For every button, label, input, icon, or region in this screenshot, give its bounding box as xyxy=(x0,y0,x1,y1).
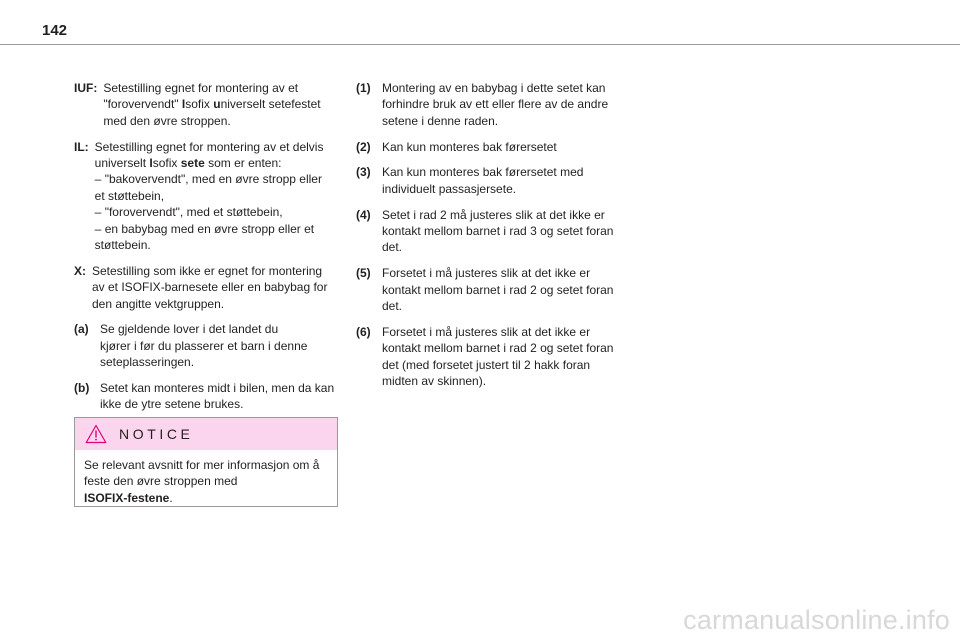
footnote-1 xyxy=(356,80,624,129)
footnote-text: Setet i rad 2 må justeres slik at det ikke er kontakt mellom barnet i rad 3 og setet foran det. xyxy=(382,207,614,255)
left-column xyxy=(74,80,344,422)
footnote-marker: (2) xyxy=(356,139,371,154)
footnote-text: Se gjeldende lover i det landet du kjører i før du plasserer et barn i denne seteplasseringen. xyxy=(100,322,308,370)
footnote-marker: (6) xyxy=(356,324,371,339)
footnote-4 xyxy=(356,207,624,256)
footnote-marker: (a) xyxy=(74,322,89,337)
footnote-text: Forsetet i må justeres slik at det ikke er kontakt mellom barnet i rad 2 og setet foran det. xyxy=(382,266,614,314)
page-number: 142 xyxy=(42,22,68,39)
term-label: X: xyxy=(74,263,86,278)
warning-triangle-icon xyxy=(85,424,107,444)
footnote-3 xyxy=(356,164,624,197)
footnote-marker: (3) xyxy=(356,165,371,180)
term-label: IUF: xyxy=(74,81,98,95)
right-column xyxy=(356,80,624,399)
definition-x xyxy=(74,263,344,312)
definition-il xyxy=(74,139,344,254)
footnote-text: Setet kan monteres midt i bilen, men da kan ikke de ytre setene brukes. xyxy=(100,381,335,412)
watermark-text: carmanualsonline.info xyxy=(683,605,950,635)
notice-box xyxy=(74,417,338,507)
footnote-6 xyxy=(356,324,624,390)
term-label: IL: xyxy=(74,139,89,154)
footnote-2 xyxy=(356,139,624,155)
notice-text: Se relevant avsnitt for mer informasjon om å feste den øvre stroppen med ISOFIX-festene. xyxy=(84,458,320,505)
footnote-text: Montering av en babybag i dette setet kan forhindre bruk av ett eller flere av de andre setene i denne raden. xyxy=(382,81,609,128)
term-description: Setestilling egnet for montering av et "forovervendt" Isofix universelt setefestet med den øvre stroppen. xyxy=(103,81,321,128)
footnote-b xyxy=(74,380,344,413)
header-rule xyxy=(0,44,960,45)
footnote-marker: (b) xyxy=(74,381,90,396)
footnote-a xyxy=(74,321,344,370)
definition-iuf xyxy=(74,80,344,129)
footnote-marker: (1) xyxy=(356,81,371,95)
footnote-text: Kan kun monteres bak førersetet xyxy=(382,139,557,154)
term-description: Setestilling som ikke er egnet for montering av et ISOFIX-barnesete eller en babybag for den angitte vektgruppen. xyxy=(92,263,328,311)
notice-header xyxy=(75,418,337,450)
notice-title: NOTICE xyxy=(119,426,194,442)
footnote-marker: (4) xyxy=(356,207,371,222)
footnote-text: Kan kun monteres bak førersetet med individuelt passasjersete. xyxy=(382,165,584,196)
footnote-marker: (5) xyxy=(356,266,371,281)
footnote-text: Forsetet i må justeres slik at det ikke er kontakt mellom barnet i rad 2 og setet foran det (med forsetet justert til 2 hakk foran midten av skinnen). xyxy=(382,324,614,389)
term-description: Setestilling egnet for montering av et delvis universelt Isofix sete som er enten: – "bakovervendt", med en øvre stropp eller et støttebein, – "forovervendt", med et støttebein, – en babybag med en øvre stropp eller et støttebein. xyxy=(95,139,344,254)
footnote-5 xyxy=(356,265,624,314)
